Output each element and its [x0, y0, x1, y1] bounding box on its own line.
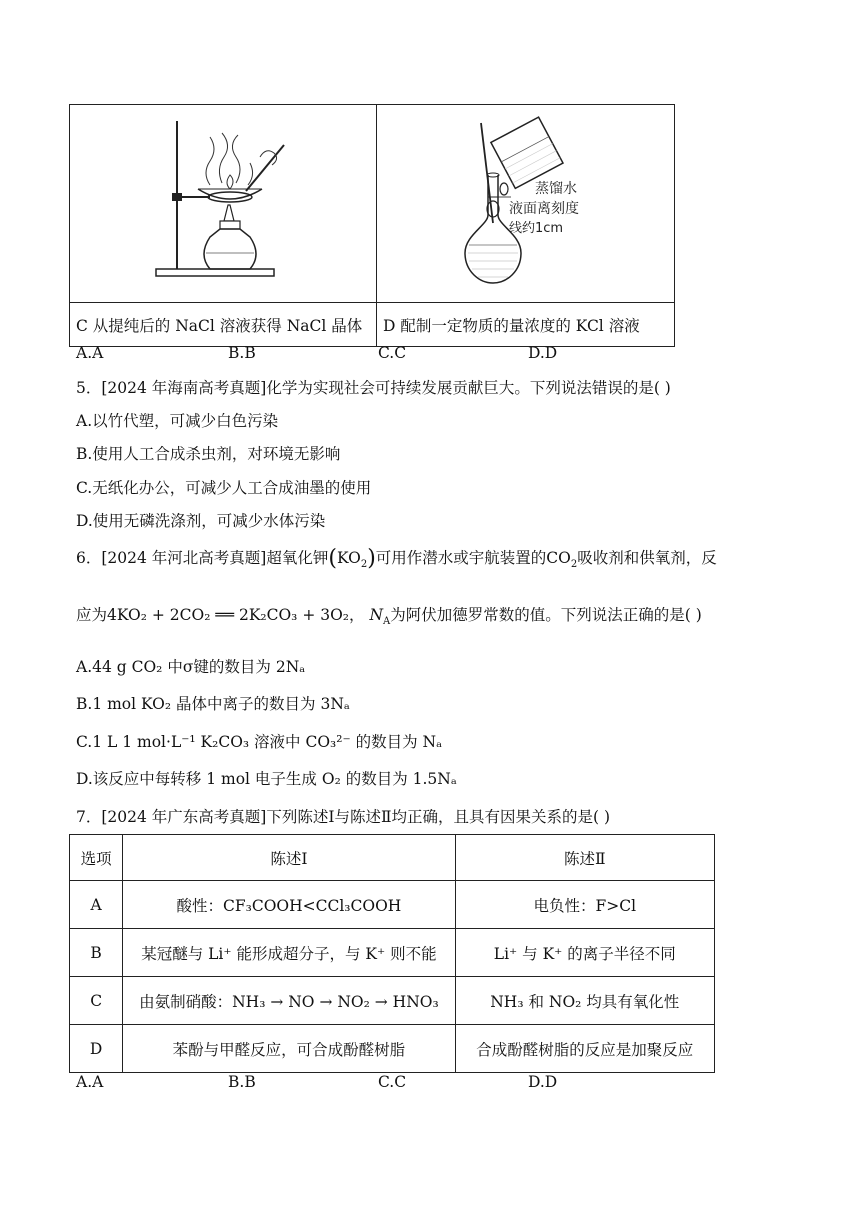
- table-row: [70, 929, 715, 977]
- q6-line2-prefix: 应为: [76, 606, 108, 624]
- q7-row-c-s2: NH₃ 和 NO₂ 均具有氧化性: [455, 977, 714, 1025]
- q6-option-b[interactable]: B.1 mol KO₂ 晶体中离子的数目为 3Nₐ: [76, 695, 350, 713]
- distilled-water-label: 蒸馏水: [535, 181, 577, 197]
- q4-apparatus-table: [69, 104, 675, 347]
- volumetric-flask-image: [377, 105, 674, 298]
- q7-header-row: [70, 835, 715, 881]
- q7-option-b[interactable]: B.B: [228, 1073, 256, 1091]
- q6-option-d[interactable]: D.该反应中每转移 1 mol 电子生成 O₂ 的数目为 1.5Nₐ: [76, 770, 457, 788]
- table-row: [70, 977, 715, 1025]
- q7-row-d-s1: 苯酚与甲醛反应，可合成酚醛树脂: [123, 1025, 455, 1073]
- q7-row-a-s1: 酸性：CF₃COOH<CCl₃COOH: [123, 881, 455, 929]
- q6-stem-mid: 可用作潜水或宇航装置的: [375, 549, 547, 567]
- q5-option-d[interactable]: D.使用无磷洗涤剂，可减少水体污染: [76, 512, 326, 530]
- q5-option-c[interactable]: C.无纸化办公，可减少人工合成油墨的使用: [76, 479, 372, 497]
- q6-stem-ko2: KO: [336, 549, 361, 567]
- liquid-level-label: 液面离刻度: [509, 201, 579, 217]
- q7-row-c-s1: 由氨制硝酸：NH₃ → NO → NO₂ → HNO₃: [123, 977, 455, 1025]
- q6-stem-prefix: 6．[2024 年河北高考真题]超氧化钾: [76, 549, 329, 567]
- q5-option-a[interactable]: A.以竹代塑，可减少白色污染: [76, 412, 279, 430]
- q6-option-a[interactable]: A.44 g CO₂ 中σ键的数目为 2Nₐ: [76, 658, 306, 676]
- q7-table: [69, 834, 715, 1073]
- q7-option-a[interactable]: A.A: [76, 1073, 104, 1091]
- q7-row-a-s2: 电负性：F>Cl: [455, 881, 714, 929]
- q6-stem-suffix: 吸收剂和供氧剂，反: [577, 549, 717, 567]
- q7-row-d-option: D: [70, 1025, 123, 1073]
- q7-row-d-s2: 合成酚醛树脂的反应是加聚反应: [455, 1025, 714, 1073]
- q7-row-b-s2: Li⁺ 与 K⁺ 的离子半径不同: [455, 929, 714, 977]
- q7-header-statement1: 陈述Ⅰ: [123, 835, 455, 881]
- table-row: [70, 881, 715, 929]
- q7-stem: 7．[2024 年广东高考真题]下列陈述Ⅰ与陈述Ⅱ均正确，且具有因果关系的是( ): [76, 808, 611, 826]
- q6-stem-co2: CO: [546, 549, 571, 567]
- q7-option-d[interactable]: D.D: [528, 1073, 558, 1091]
- q6-equation: 4KO₂ + 2CO₂ ══ 2K₂CO₃ + 3O₂: [107, 606, 350, 624]
- q6-line2-suffix: 为阿伏加德罗常数的值。下列说法正确的是( ): [390, 606, 702, 624]
- q6-reaction-line: 应为4KO₂ + 2CO₂ ══ 2K₂CO₃ + 3O₂， $N_A$为阿伏加德罗常数的值。下列说法正确的是( ): [76, 606, 702, 628]
- line-1cm-label: 线约1cm: [509, 221, 564, 236]
- q6-na-symbol: N: [369, 606, 384, 624]
- q4-cell-d: D 配制一定物质的量浓度的 KCl 溶液: [377, 303, 675, 347]
- q7-header-statement2: 陈述Ⅱ: [455, 835, 714, 881]
- q7-header-option: 选项: [70, 835, 123, 881]
- q5-option-b[interactable]: B.使用人工合成杀虫剂，对环境无影响: [76, 445, 341, 463]
- q4-option-d[interactable]: D.D: [528, 344, 558, 362]
- q4-image-c-cell: [70, 105, 377, 303]
- q4-option-b[interactable]: B.B: [228, 344, 256, 362]
- q4-image-d-cell: [377, 105, 675, 303]
- q7-row-b-option: B: [70, 929, 123, 977]
- q7-option-c[interactable]: C.C: [378, 1073, 407, 1091]
- table-row: [70, 1025, 715, 1073]
- evaporation-apparatus-image: [70, 105, 376, 298]
- q7-row-a-option: A: [70, 881, 123, 929]
- q6-stem: 6．[2024 年河北高考真题]超氧化钾$(KO_2)$可用作潜水或宇航装置的$CO_2$吸收剂和供氧剂，反: [76, 546, 717, 571]
- q4-options: [76, 344, 676, 364]
- q4-option-c[interactable]: C.C: [378, 344, 407, 362]
- q7-row-b-s1: 某冠醚与 Li⁺ 能形成超分子，与 K⁺ 则不能: [123, 929, 455, 977]
- q7-options: [76, 1073, 676, 1093]
- q6-option-c[interactable]: C.1 L 1 mol·L⁻¹ K₂CO₃ 溶液中 CO₃²⁻ 的数目为 Nₐ: [76, 733, 443, 751]
- q7-row-c-option: C: [70, 977, 123, 1025]
- q4-option-a[interactable]: A.A: [76, 344, 104, 362]
- q4-cell-c: C 从提纯后的 NaCl 溶液获得 NaCl 晶体: [70, 303, 377, 347]
- q5-stem: 5．[2024 年海南高考真题]化学为实现社会可持续发展贡献巨大。下列说法错误的是( ): [76, 379, 671, 397]
